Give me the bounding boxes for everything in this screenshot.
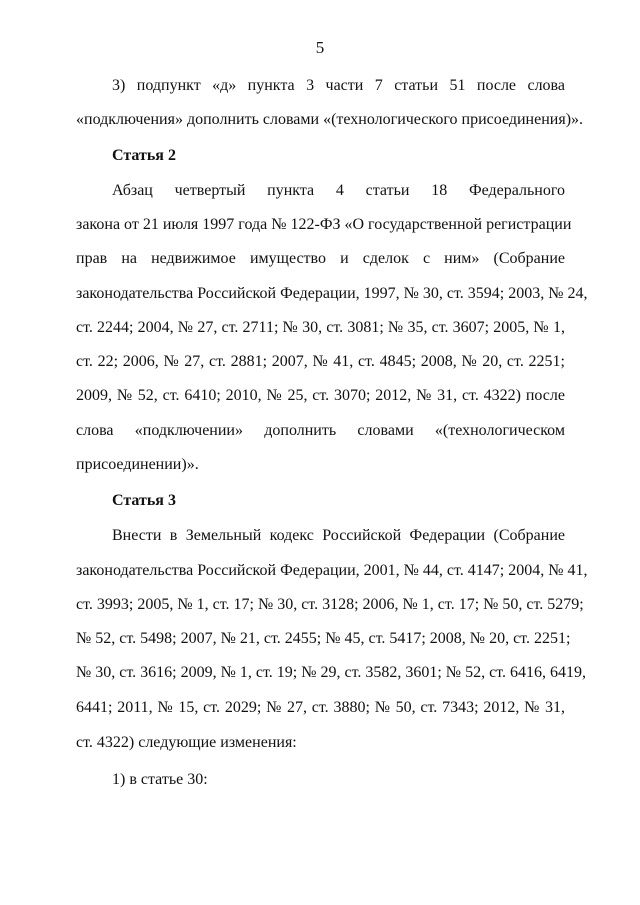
text-line: № 52, ст. 5498; 2007, № 21, ст. 2455; № 45, ст. 5417; 2008, № 20, ст. 2251;	[76, 630, 571, 647]
article-heading: Статья 3	[112, 492, 176, 509]
text-line: прав на недвижимое имущество и сделок с ним» (Собрание	[76, 250, 565, 267]
article-heading: Статья 2	[112, 147, 176, 164]
text-line: 2009, № 52, ст. 6410; 2010, № 25, ст. 3070; 2012, № 31, ст. 4322) после	[76, 387, 565, 404]
text-line: ст. 22; 2006, № 27, ст. 2881; 2007, № 41, ст. 4845; 2008, № 20, ст. 2251;	[76, 353, 565, 370]
text-line: законодательства Российской Федерации, 1997, № 30, ст. 3594; 2003, № 24,	[76, 285, 588, 302]
text-line: слова «подключении» дополнить словами «(технологическом	[76, 422, 565, 439]
text-line: 1) в статье 30:	[112, 771, 208, 788]
text-line: № 30, ст. 3616; 2009, № 1, ст. 19; № 29, ст. 3582, 3601; № 52, ст. 6416, 6419,	[76, 664, 586, 681]
text-line: законодательства Российской Федерации, 2001, № 44, ст. 4147; 2004, № 41,	[76, 562, 588, 579]
text-line: ст. 4322) следующие изменения:	[76, 734, 297, 751]
text-line: закона от 21 июля 1997 года № 122-ФЗ «О государственной регистрации	[76, 216, 572, 233]
text-line: Внести в Земельный кодекс Российской Федерации (Собрание	[112, 527, 565, 544]
text-line: Абзац четвертый пункта 4 статьи 18 Федерального	[112, 182, 565, 199]
text-line: ст. 3993; 2005, № 1, ст. 17; № 30, ст. 3128; 2006, № 1, ст. 17; № 50, ст. 5279;	[76, 596, 584, 613]
text-line: ст. 2244; 2004, № 27, ст. 2711; № 30, ст. 3081; № 35, ст. 3607; 2005, № 1,	[76, 319, 565, 336]
text-line: 3) подпункт «д» пункта 3 части 7 статьи 51 после слова	[112, 77, 565, 94]
page-number: 5	[315, 38, 325, 57]
text-line: «подключения» дополнить словами «(технологического присоединения)».	[76, 111, 584, 128]
text-line: 6441; 2011, № 15, ст. 2029; № 27, ст. 3880; № 50, ст. 7343; 2012, № 31,	[76, 699, 565, 716]
text-line: присоединении)».	[76, 456, 199, 473]
